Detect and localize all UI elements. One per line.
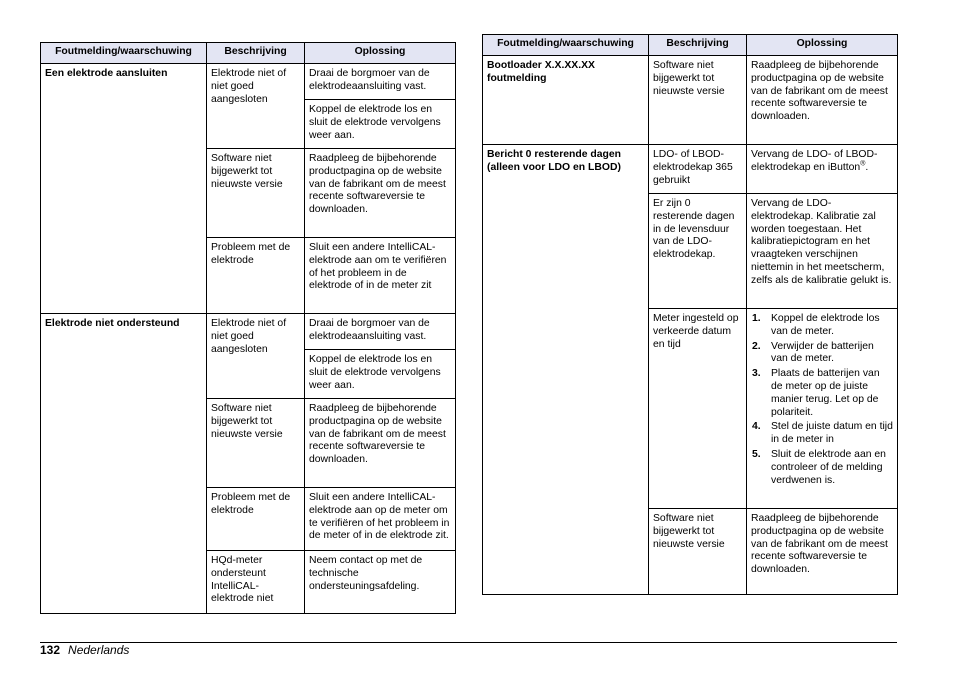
solution-cell: Sluit een andere IntelliCAL-elektrode aan om te verifiëren of het probleem in de elektrode of in de meter zit [305, 238, 456, 314]
table-row [483, 56, 898, 145]
table-header-row [483, 35, 898, 56]
description-cell: Software niet bijgewerkt tot nieuwste versie [207, 149, 305, 238]
table-row [41, 64, 456, 100]
steps-list [751, 313, 893, 487]
solution-cell [747, 309, 898, 509]
solution-cell: Draai de borgmoer van de elektrodeaansluiting vast. [305, 314, 456, 350]
solution-cell: Vervang de LDO-elektrodekap. Kalibratie zal worden toegestaan. Het kalibratiepictogram en het vraagteken verschijnen niettemin in het meetscherm, zelfs als de kalibratie gelukt is. [747, 194, 898, 309]
footer-language: Nederlands [68, 643, 130, 657]
step-number: 2. [752, 340, 761, 352]
table-row [483, 145, 898, 194]
list-item [751, 421, 893, 447]
header-error: Foutmelding/waarschuwing [41, 43, 207, 64]
solution-cell: Draai de borgmoer van de elektrodeaansluiting vast. [305, 64, 456, 100]
description-cell: Elektrode niet of niet goed aangesloten [207, 64, 305, 149]
solution-cell: Raadpleeg de bijbehorende productpagina op de website van de fabrikant om de meest recente softwareversie te downloaden. [747, 56, 898, 145]
step-text: Koppel de elektrode los van de meter. [771, 313, 880, 337]
page-footer [40, 643, 129, 657]
list-item [751, 449, 893, 487]
list-item [751, 368, 893, 419]
solution-cell: Koppel de elektrode los en sluit de elektrode vervolgens weer aan. [305, 100, 456, 149]
header-description: Beschrijving [207, 43, 305, 64]
description-cell: Probleem met de elektrode [207, 488, 305, 551]
left-troubleshooting-table [40, 42, 456, 614]
list-item [751, 341, 893, 367]
step-text: Verwijder de batterijen van de meter. [771, 340, 874, 365]
error-cell: Elektrode niet ondersteund [41, 314, 207, 614]
header-error: Foutmelding/waarschuwing [483, 35, 649, 56]
footer-divider [40, 642, 897, 643]
solution-cell: Neem contact op met de technische ondersteuningsafdeling. [305, 551, 456, 614]
step-number: 4. [752, 421, 761, 433]
description-cell: Software niet bijgewerkt tot nieuwste versie [649, 509, 747, 595]
table-header-row [41, 43, 456, 64]
description-cell: Elektrode niet of niet goed aangesloten [207, 314, 305, 399]
solution-cell [747, 145, 898, 194]
header-description: Beschrijving [649, 35, 747, 56]
description-cell: LDO- of LBOD-elektrodekap 365 gebruikt [649, 145, 747, 194]
step-text: Plaats de batterijen van de meter op de juiste manier terug. Let op de polariteit. [771, 368, 880, 418]
description-cell: Software niet bijgewerkt tot nieuwste versie [649, 56, 747, 145]
right-troubleshooting-table [482, 34, 898, 595]
solution-cell: Raadpleeg de bijbehorende productpagina op de website van de fabrikant om de meest recente softwareversie te downloaden. [305, 149, 456, 238]
header-solution: Oplossing [305, 43, 456, 64]
list-item [751, 313, 893, 339]
error-cell: Bootloader X.X.XX.XX foutmelding [483, 56, 649, 145]
table-row [41, 314, 456, 350]
solution-cell: Raadpleeg de bijbehorende productpagina op de website van de fabrikant om de meest recente softwareversie te downloaden. [747, 509, 898, 595]
step-text: Sluit de elektrode aan en controleer of de melding verdwenen is. [771, 448, 886, 486]
description-cell: Er zijn 0 resterende dagen in de levensduur van de LDO-elektrodekap. [649, 194, 747, 309]
description-cell: Meter ingesteld op verkeerde datum en tijd [649, 309, 747, 509]
solution-text-end: . [865, 161, 869, 173]
step-number: 1. [752, 313, 761, 324]
error-cell: Een elektrode aansluiten [41, 64, 207, 314]
registered-mark: ® [860, 160, 866, 168]
solution-cell: Raadpleeg de bijbehorende productpagina op de website van de fabrikant om de meest recente softwareversie te downloaden. [305, 399, 456, 488]
description-cell: HQd-meter ondersteunt IntelliCAL-elektrode niet [207, 551, 305, 614]
step-number: 5. [752, 448, 761, 460]
page-number: 132 [40, 643, 61, 657]
error-cell: Bericht 0 resterende dagen (alleen voor LDO en LBOD) [483, 145, 649, 595]
step-number: 3. [752, 368, 761, 380]
description-cell: Probleem met de elektrode [207, 238, 305, 314]
solution-text: Vervang de LDO- of LBOD-elektrodekap en iButton [751, 149, 878, 173]
description-cell: Software niet bijgewerkt tot nieuwste versie [207, 399, 305, 488]
header-solution: Oplossing [747, 35, 898, 56]
solution-cell: Koppel de elektrode los en sluit de elektrode vervolgens weer aan. [305, 350, 456, 399]
step-text: Stel de juiste datum en tijd in de meter in [771, 421, 893, 446]
solution-cell: Sluit een andere IntelliCAL-elektrode aan op de meter om te verifiëren of het probleem in de meter of in de elektrode zit. [305, 488, 456, 551]
